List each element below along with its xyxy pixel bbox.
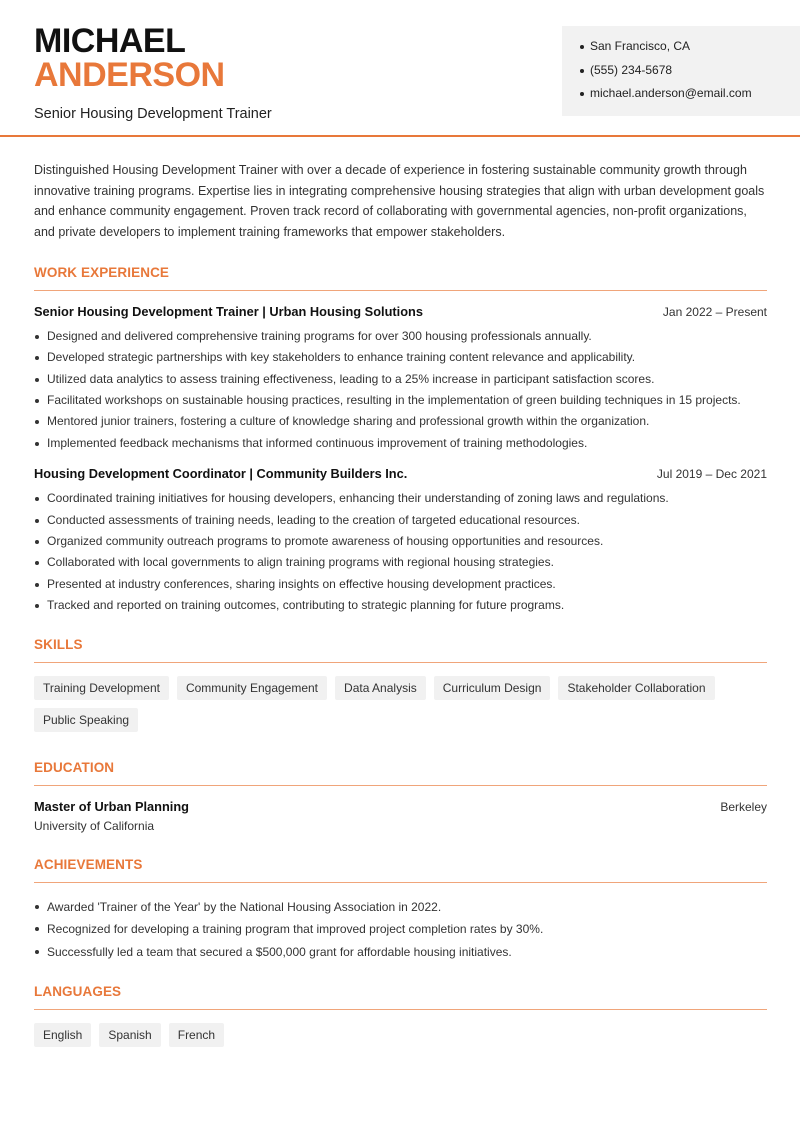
list-item: Facilitated workshops on sustainable housing practices, resulting in the implementation of green building techniques in 15 projects. xyxy=(34,390,767,411)
list-item: Organized community outreach programs to promote awareness of housing opportunities and resources. xyxy=(34,531,767,552)
section-title: LANGUAGES xyxy=(34,984,767,1010)
list-item: Collaborated with local governments to align training programs with regional housing strategies. xyxy=(34,552,767,573)
contact-location: San Francisco, CA xyxy=(580,38,800,62)
job-bullets xyxy=(34,326,767,454)
language-tag: English xyxy=(34,1023,91,1047)
job-bullets xyxy=(34,488,767,616)
list-item: Implemented feedback mechanisms that informed continuous improvement of training methodologies. xyxy=(34,433,767,454)
skill-tag: Training Development xyxy=(34,676,169,700)
list-item: Mentored junior trainers, fostering a culture of knowledge sharing and professional growth within the organization. xyxy=(34,411,767,432)
skill-tags xyxy=(34,676,767,732)
job-date: Jan 2022 – Present xyxy=(662,304,767,319)
section-title: WORK EXPERIENCE xyxy=(34,265,767,291)
contact-box xyxy=(562,26,800,116)
language-tags xyxy=(34,1023,767,1047)
skill-tag: Data Analysis xyxy=(335,676,426,700)
name-block xyxy=(34,24,272,122)
languages-section xyxy=(34,984,767,1047)
list-item: Conducted assessments of training needs, leading to the creation of targeted educational resources. xyxy=(34,510,767,531)
contact-email[interactable]: michael.anderson@email.com xyxy=(580,85,800,109)
achievements-section xyxy=(34,857,767,964)
education-location: Berkeley xyxy=(720,799,767,814)
skill-tag: Public Speaking xyxy=(34,708,138,732)
list-item: Coordinated training initiatives for housing developers, enhancing their understanding of zoning laws and regulations. xyxy=(34,488,767,509)
list-item: Successfully led a team that secured a $500,000 grant for affordable housing initiatives. xyxy=(34,941,767,964)
list-item: Recognized for developing a training program that improved project completion rates by 30%. xyxy=(34,918,767,941)
list-item: Designed and delivered comprehensive training programs for over 300 housing professionals annually. xyxy=(34,326,767,347)
job-title: Housing Development Coordinator | Community Builders Inc. xyxy=(34,466,408,482)
resume-header xyxy=(0,0,800,137)
skills-section xyxy=(34,637,767,732)
job-date: Jul 2019 – Dec 2021 xyxy=(656,467,767,482)
summary: Distinguished Housing Development Trainer with over a decade of experience in fostering sustainable community growth through innovative training programs. Expertise lies in integrating comprehensive housing strategies that align with urban development goals and enhance community engagement. Proven track record of collaborating with governmental agencies, non-profit organizations, and private developers to implement training frameworks that empower stakeholders. xyxy=(34,163,765,240)
section-title: ACHIEVEMENTS xyxy=(34,857,767,883)
list-item: Developed strategic partnerships with key stakeholders to enhance training content relevance and applicability. xyxy=(34,347,767,368)
job-role: Senior Housing Development Trainer xyxy=(34,106,272,122)
section-title: SKILLS xyxy=(34,637,767,663)
work-experience-section xyxy=(34,265,767,617)
skill-tag: Stakeholder Collaboration xyxy=(558,676,714,700)
list-item: Presented at industry conferences, sharing insights on effective housing development practices. xyxy=(34,574,767,595)
achievement-list xyxy=(34,896,767,964)
skill-tag: Community Engagement xyxy=(177,676,327,700)
language-tag: French xyxy=(169,1023,224,1047)
first-name: MICHAEL xyxy=(34,22,186,60)
contact-phone: (555) 234-5678 xyxy=(580,62,800,86)
list-item: Awarded 'Trainer of the Year' by the National Housing Association in 2022. xyxy=(34,896,767,919)
degree: Master of Urban Planning xyxy=(34,798,189,814)
language-tag: Spanish xyxy=(99,1023,160,1047)
job-title: Senior Housing Development Trainer | Urban Housing Solutions xyxy=(34,303,423,319)
list-item: Tracked and reported on training outcomes, contributing to strategic planning for future programs. xyxy=(34,595,767,616)
resume-content xyxy=(34,160,767,1047)
school: University of California xyxy=(34,818,155,833)
list-item: Utilized data analytics to assess training effectiveness, leading to a 25% increase in participant satisfaction scores. xyxy=(34,369,767,390)
job-entry xyxy=(34,466,767,616)
education-section xyxy=(34,760,767,833)
last-name: ANDERSON xyxy=(34,56,225,94)
job-entry xyxy=(34,304,767,454)
skill-tag: Curriculum Design xyxy=(434,676,551,700)
section-title: EDUCATION xyxy=(34,760,767,786)
